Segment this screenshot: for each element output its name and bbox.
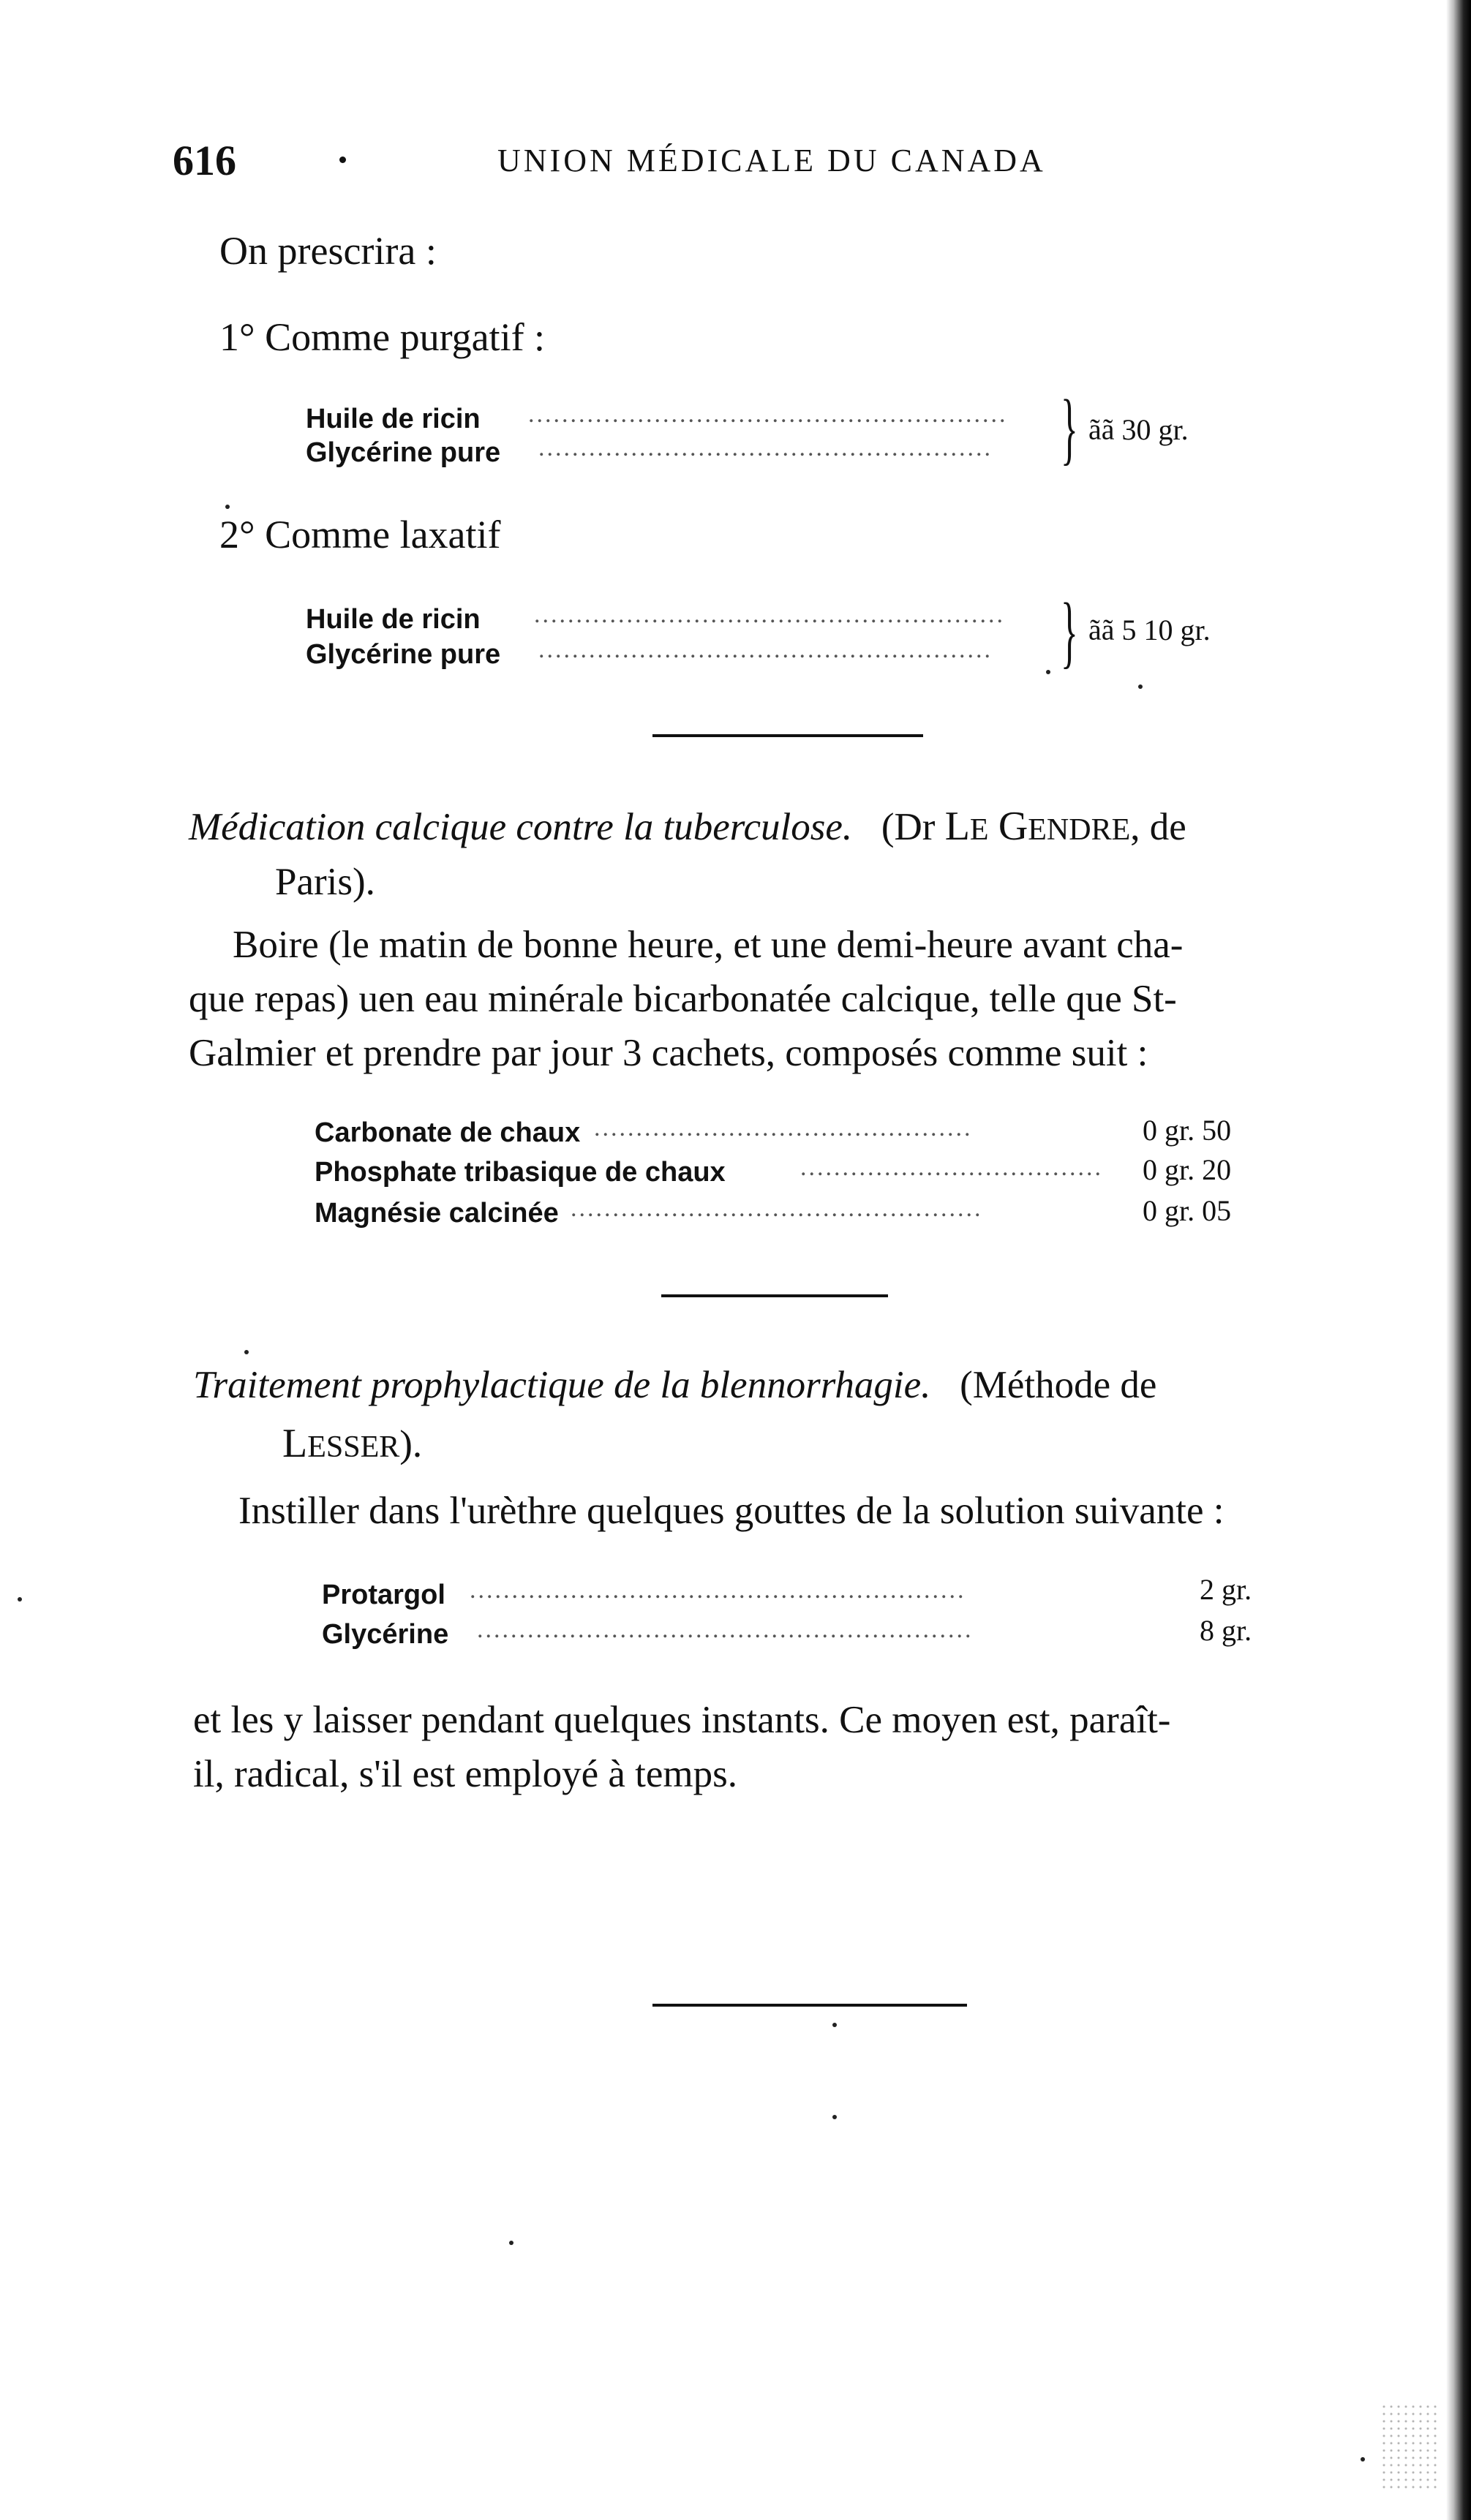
ingredient-label: Protargol	[322, 1580, 445, 1610]
page-number: 616	[173, 137, 236, 184]
ingredient-label: Carbonate de chaux	[315, 1117, 581, 1148]
brace-symbol: }	[1061, 586, 1078, 676]
leader-dots: .................................................	[571, 1195, 983, 1222]
item2-title: 2° Comme laxatif	[219, 513, 501, 557]
section3-author-post: ).	[399, 1423, 423, 1465]
section3-title-rest: (Méthode de	[960, 1364, 1157, 1406]
running-title: UNION MÉDICALE DU CANADA	[497, 143, 1046, 178]
item1-dose: ãã 30 gr.	[1088, 413, 1189, 446]
author-smallcaps: E	[969, 813, 989, 847]
section3-title: Traitement prophylactique de la blennorrhagie.	[193, 1364, 931, 1406]
scan-speck	[225, 505, 230, 509]
scan-speck	[1361, 2457, 1365, 2461]
section2-body-line: que repas) uen eau minérale bicarbonatée calcique, telle que St-	[189, 978, 1177, 1020]
author-initial: G	[998, 804, 1028, 849]
section2-title-pre: (Dr	[881, 806, 945, 848]
section2-body-line: Galmier et prendre par jour 3 cachets, composés comme suit :	[189, 1032, 1148, 1074]
running-header	[173, 136, 1314, 184]
scan-speck	[1138, 684, 1143, 689]
ingredient-quantity: 0 gr. 05	[1143, 1194, 1232, 1227]
closing-line: il, radical, s'il est employé à temps.	[193, 1753, 737, 1795]
ingredient-label: Phosphate tribasique de chaux	[315, 1157, 726, 1188]
section2-title-line2: Paris).	[275, 861, 375, 903]
section-divider	[652, 2004, 967, 2007]
item2-dose: ãã 5 10 gr.	[1088, 614, 1211, 646]
scan-speck	[1046, 670, 1050, 674]
scan-speck	[18, 1597, 22, 1602]
leader-dots: ...........................................................	[470, 1577, 966, 1604]
ingredient-quantity: 0 gr. 50	[1143, 1114, 1232, 1147]
section3-body-line: Instiller dans l'urèthre quelques gouttes de la solution suivante :	[238, 1490, 1224, 1532]
item2-row2-leader: ......................................................	[538, 636, 993, 663]
ingredient-quantity: 0 gr. 20	[1143, 1153, 1232, 1186]
item1-row2-leader: ......................................................	[538, 434, 993, 461]
prescription-intro: On prescrira :	[219, 229, 437, 273]
section2-title-post: , de	[1130, 806, 1186, 848]
item1-row2-label: Glycérine pure	[306, 437, 501, 468]
section-divider	[661, 1294, 888, 1297]
item1-title: 1° Comme purgatif :	[219, 315, 546, 359]
leader-dots: ....................................	[800, 1154, 1103, 1181]
section-divider	[652, 734, 923, 737]
scan-speck	[832, 2023, 837, 2027]
ingredient-label: Glycérine	[322, 1619, 449, 1650]
item1-row1-leader: .........................................................	[528, 401, 1008, 428]
scan-speck	[244, 1350, 249, 1354]
author-initial: L	[282, 1421, 308, 1466]
scan-noise	[1380, 2403, 1439, 2491]
leader-dots: ...........................................................	[477, 1616, 974, 1643]
ingredient-quantity: 8 gr.	[1200, 1614, 1252, 1647]
section3-heading	[193, 1363, 1156, 1407]
brace-symbol: }	[1061, 383, 1078, 472]
item2-row1-leader: ........................................................	[534, 601, 1005, 628]
section2-title: Médication calcique contre la tuberculose.	[189, 806, 853, 848]
item2-row2-label: Glycérine pure	[306, 639, 501, 670]
section2-body-line: Boire (le matin de bonne heure, et une demi-heure avant cha-	[233, 924, 1184, 966]
item2-row1-label: Huile de ricin	[306, 604, 481, 635]
ingredient-label: Magnésie calcinée	[315, 1198, 559, 1229]
closing-line: et les y laisser pendant quelques instants. Ce moyen est, paraît-	[193, 1699, 1171, 1741]
section2-heading	[189, 803, 1186, 850]
scan-speck	[832, 2115, 837, 2119]
page-binding-edge	[1446, 0, 1471, 2520]
header-dot	[339, 156, 346, 163]
section3-author	[282, 1420, 422, 1467]
author-smallcaps: ESSER	[307, 1430, 400, 1464]
item1-row1-label: Huile de ricin	[306, 404, 481, 434]
scan-speck	[509, 2241, 513, 2245]
leader-dots: .............................................	[594, 1114, 973, 1142]
ingredient-quantity: 2 gr.	[1200, 1573, 1252, 1606]
author-smallcaps: ENDRE	[1028, 813, 1131, 847]
author-initial: L	[944, 804, 970, 849]
